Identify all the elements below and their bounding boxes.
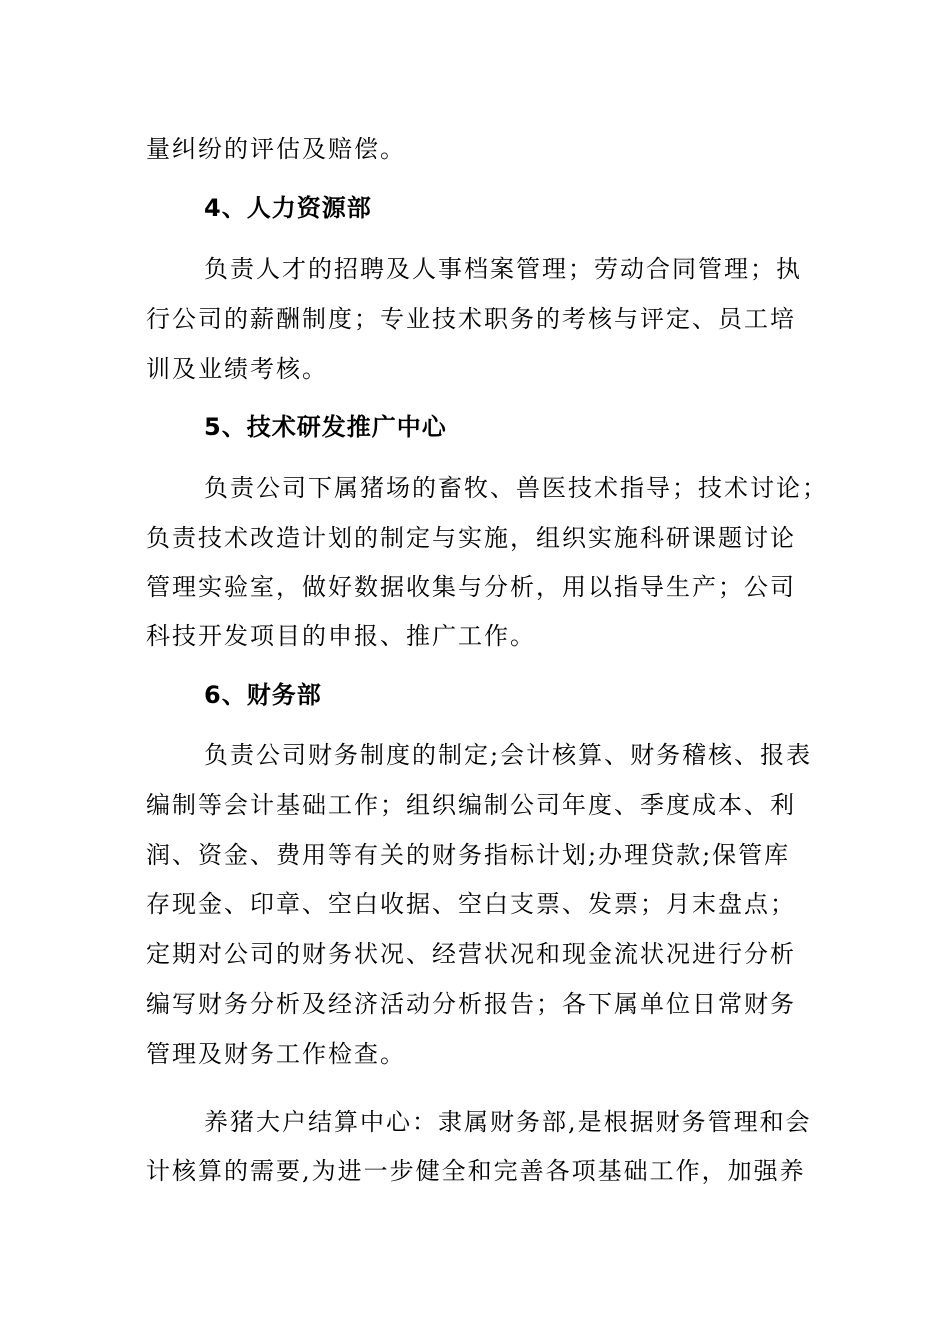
paragraph-line: 训及业绩考核。 [146, 355, 328, 383]
paragraph-line: 负责人才的招聘及人事档案管理；劳动合同管理；执 [204, 255, 802, 283]
paragraph-line: 编写财务分析及经济活动分析报告；各下属单位日常财务 [146, 990, 796, 1018]
paragraph-line: 管理实验室，做好数据收集与分析，用以指导生产；公司 [146, 573, 796, 601]
paragraph-line: 量纠纷的评估及赔偿。 [146, 135, 406, 163]
section-heading-hr: 4、人力资源部 [204, 194, 372, 222]
paragraph-line: 管理及财务工作检查。 [146, 1040, 406, 1068]
paragraph-line: 润、资金、费用等有关的财务指标计划;办理贷款;保管库 [146, 841, 791, 869]
paragraph-line: 科技开发项目的申报、推广工作。 [146, 622, 536, 650]
paragraph-line: 行公司的薪酬制度；专业技术职务的考核与评定、员工培 [146, 305, 796, 333]
paragraph-line: 定期对公司的财务状况、经营状况和现金流状况进行分析 [146, 940, 796, 968]
paragraph-line: 负责公司财务制度的制定;会计核算、财务稽核、报表 [204, 741, 813, 769]
paragraph-line: 负责公司下属猪场的畜牧、兽医技术指导；技术讨论； [204, 474, 828, 502]
section-heading-finance: 6、财务部 [204, 681, 322, 709]
section-heading-rnd: 5、技术研发推广中心 [204, 413, 447, 441]
paragraph-line: 存现金、印章、空白收据、空白支票、发票；月末盘点； [146, 890, 796, 918]
paragraph-line: 编制等会计基础工作；组织编制公司年度、季度成本、利 [146, 791, 796, 819]
paragraph-line: 负责技术改造计划的制定与实施，组织实施科研课题讨论 [146, 524, 796, 552]
paragraph-line: 养猪大户结算中心：隶属财务部,是根据财务管理和会 [204, 1108, 812, 1136]
paragraph-line: 计核算的需要,为进一步健全和完善各项基础工作，加强养 [146, 1157, 806, 1185]
